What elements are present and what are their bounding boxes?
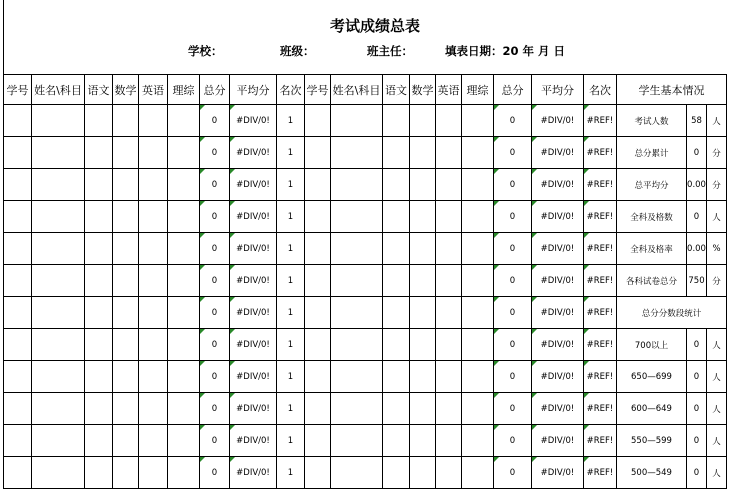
rank-cell[interactable]: #REF!	[584, 361, 617, 393]
range-value[interactable]: 0	[687, 361, 707, 393]
average-cell[interactable]: #DIV/0!	[230, 297, 277, 329]
grade-cell[interactable]	[113, 329, 139, 361]
average-cell[interactable]: #DIV/0!	[532, 425, 584, 457]
grade-cell[interactable]	[383, 169, 410, 201]
grade-cell[interactable]	[436, 201, 462, 233]
grade-cell[interactable]	[4, 393, 32, 425]
column-header[interactable]: 名次	[277, 75, 305, 105]
total-cell[interactable]: 0	[200, 457, 230, 489]
range-label[interactable]: 600—649	[617, 393, 687, 425]
grade-cell[interactable]	[168, 265, 200, 297]
grade-cell[interactable]	[305, 457, 331, 489]
grade-cell[interactable]	[436, 457, 462, 489]
average-cell[interactable]: #DIV/0!	[532, 329, 584, 361]
rank-cell[interactable]: 1	[277, 169, 305, 201]
grade-cell[interactable]	[383, 329, 410, 361]
grade-cell[interactable]	[383, 361, 410, 393]
grade-cell[interactable]	[462, 169, 494, 201]
stat-label[interactable]: 全科及格率	[617, 233, 687, 265]
stat-unit[interactable]: 人	[707, 105, 727, 137]
rank-cell[interactable]: 1	[277, 329, 305, 361]
grade-cell[interactable]	[32, 105, 85, 137]
table-row	[4, 457, 727, 489]
grade-cell[interactable]	[462, 201, 494, 233]
column-header[interactable]: 理综	[168, 75, 200, 105]
range-unit[interactable]: 人	[707, 329, 727, 361]
stat-unit[interactable]: %	[707, 233, 727, 265]
column-header[interactable]: 总分	[200, 75, 230, 105]
column-header[interactable]: 名次	[584, 75, 617, 105]
grade-cell[interactable]	[4, 105, 32, 137]
grade-cell[interactable]	[331, 393, 383, 425]
total-cell[interactable]: 0	[200, 393, 230, 425]
grade-cell[interactable]	[113, 393, 139, 425]
grade-cell[interactable]	[383, 297, 410, 329]
grade-cell[interactable]	[331, 329, 383, 361]
grade-cell[interactable]	[168, 105, 200, 137]
grade-cell[interactable]	[113, 105, 139, 137]
rank-cell[interactable]: 1	[277, 425, 305, 457]
grade-cell[interactable]	[113, 425, 139, 457]
grade-cell[interactable]	[85, 233, 113, 265]
total-cell[interactable]: 0	[200, 105, 230, 137]
grade-cell[interactable]	[168, 457, 200, 489]
rank-cell[interactable]: #REF!	[584, 137, 617, 169]
stat-value[interactable]: 0.00	[687, 233, 707, 265]
total-cell[interactable]: 0	[494, 201, 532, 233]
average-cell[interactable]: #DIV/0!	[532, 233, 584, 265]
grade-cell[interactable]	[85, 425, 113, 457]
stat-unit[interactable]: 人	[707, 201, 727, 233]
grade-cell[interactable]	[331, 265, 383, 297]
average-cell[interactable]: #DIV/0!	[230, 457, 277, 489]
rank-cell[interactable]: #REF!	[584, 233, 617, 265]
grade-cell[interactable]	[32, 329, 85, 361]
grade-cell[interactable]	[436, 393, 462, 425]
grade-cell[interactable]	[32, 137, 85, 169]
table-row	[4, 425, 727, 457]
range-label[interactable]: 650—699	[617, 361, 687, 393]
grade-cell[interactable]	[462, 361, 494, 393]
grade-cell[interactable]	[305, 361, 331, 393]
rank-cell[interactable]: #REF!	[584, 265, 617, 297]
grade-cell[interactable]	[4, 329, 32, 361]
grade-cell[interactable]	[462, 457, 494, 489]
average-cell[interactable]: #DIV/0!	[230, 105, 277, 137]
grade-cell[interactable]	[462, 233, 494, 265]
grade-cell[interactable]	[168, 361, 200, 393]
grade-cell[interactable]	[305, 169, 331, 201]
total-cell[interactable]: 0	[200, 297, 230, 329]
grade-cell[interactable]	[168, 233, 200, 265]
stat-unit[interactable]: 分	[707, 137, 727, 169]
total-cell[interactable]: 0	[494, 393, 532, 425]
grade-cell[interactable]	[436, 137, 462, 169]
column-header[interactable]: 语文	[85, 75, 113, 105]
range-unit[interactable]: 人	[707, 393, 727, 425]
teacher-label: 班主任：	[367, 44, 413, 58]
grade-cell[interactable]	[139, 137, 168, 169]
grade-cell[interactable]	[113, 201, 139, 233]
grade-cell[interactable]	[139, 233, 168, 265]
total-cell[interactable]: 0	[200, 361, 230, 393]
grade-cell[interactable]	[436, 105, 462, 137]
grade-cell[interactable]	[168, 393, 200, 425]
table-row	[4, 329, 727, 361]
grade-cell[interactable]	[410, 393, 436, 425]
grade-cell[interactable]	[305, 137, 331, 169]
total-cell[interactable]: 0	[200, 201, 230, 233]
column-header[interactable]: 平均分	[532, 75, 584, 105]
grade-cell[interactable]	[383, 457, 410, 489]
grade-cell[interactable]	[410, 201, 436, 233]
grade-cell[interactable]	[383, 201, 410, 233]
total-cell[interactable]: 0	[494, 265, 532, 297]
grade-cell[interactable]	[4, 233, 32, 265]
grade-cell[interactable]	[85, 201, 113, 233]
grade-cell[interactable]	[85, 329, 113, 361]
sheet-title: 考试成绩总表	[329, 17, 420, 35]
grade-cell[interactable]	[462, 329, 494, 361]
grade-cell[interactable]	[462, 137, 494, 169]
average-cell[interactable]: #DIV/0!	[230, 329, 277, 361]
total-cell[interactable]: 0	[494, 233, 532, 265]
grade-cell[interactable]	[4, 137, 32, 169]
grade-cell[interactable]	[139, 361, 168, 393]
grade-cell[interactable]	[383, 233, 410, 265]
grade-cell[interactable]	[85, 265, 113, 297]
average-cell[interactable]: #DIV/0!	[230, 265, 277, 297]
total-cell[interactable]: 0	[200, 265, 230, 297]
header-row	[4, 75, 727, 105]
average-cell[interactable]: #DIV/0!	[532, 457, 584, 489]
grade-cell[interactable]	[410, 105, 436, 137]
table-row	[4, 393, 727, 425]
distribution-header[interactable]: 总分分数段统计	[617, 297, 727, 329]
range-unit[interactable]: 人	[707, 457, 727, 489]
range-label[interactable]: 500—549	[617, 457, 687, 489]
rank-cell[interactable]: 1	[277, 361, 305, 393]
average-cell[interactable]: #DIV/0!	[532, 393, 584, 425]
grade-cell[interactable]	[139, 425, 168, 457]
table-row	[4, 361, 727, 393]
grade-cell[interactable]	[85, 169, 113, 201]
grade-cell[interactable]	[462, 265, 494, 297]
total-cell[interactable]: 0	[494, 297, 532, 329]
grade-cell[interactable]	[410, 233, 436, 265]
grade-cell[interactable]	[462, 297, 494, 329]
column-header[interactable]: 总分	[494, 75, 532, 105]
grade-cell[interactable]	[113, 361, 139, 393]
grade-cell[interactable]	[85, 105, 113, 137]
total-cell[interactable]: 0	[494, 361, 532, 393]
table-row	[4, 265, 727, 297]
total-cell[interactable]: 0	[494, 457, 532, 489]
rank-cell[interactable]: #REF!	[584, 457, 617, 489]
rank-cell[interactable]: #REF!	[584, 201, 617, 233]
grade-cell[interactable]	[113, 233, 139, 265]
grade-cell[interactable]	[32, 169, 85, 201]
table-row	[4, 233, 727, 265]
column-header[interactable]: 姓名\科目	[32, 75, 85, 105]
grade-cell[interactable]	[462, 425, 494, 457]
grade-cell[interactable]	[4, 265, 32, 297]
stat-value[interactable]: 0	[687, 201, 707, 233]
grade-cell[interactable]	[139, 457, 168, 489]
grade-cell[interactable]	[436, 297, 462, 329]
rank-cell[interactable]: #REF!	[584, 329, 617, 361]
grade-cell[interactable]	[139, 201, 168, 233]
grade-cell[interactable]	[383, 105, 410, 137]
average-cell[interactable]: #DIV/0!	[532, 169, 584, 201]
table-row	[4, 297, 727, 329]
rank-cell[interactable]: 1	[277, 105, 305, 137]
grade-cell[interactable]	[32, 265, 85, 297]
range-value[interactable]: 0	[687, 329, 707, 361]
rank-cell[interactable]: 1	[277, 137, 305, 169]
range-unit[interactable]: 人	[707, 425, 727, 457]
range-unit[interactable]: 人	[707, 361, 727, 393]
table-row	[4, 105, 727, 137]
grade-cell[interactable]	[436, 169, 462, 201]
grade-cell[interactable]	[305, 233, 331, 265]
range-label[interactable]: 700以上	[617, 329, 687, 361]
grade-cell[interactable]	[305, 425, 331, 457]
grade-cell[interactable]	[410, 169, 436, 201]
column-header[interactable]: 英语	[139, 75, 168, 105]
grade-cell[interactable]	[113, 457, 139, 489]
grade-cell[interactable]	[436, 233, 462, 265]
grade-cell[interactable]	[305, 393, 331, 425]
sheet-left-border	[3, 0, 4, 74]
class-label: 班级：	[280, 44, 315, 58]
grade-cell[interactable]	[32, 361, 85, 393]
total-cell[interactable]: 0	[200, 425, 230, 457]
column-header[interactable]: 学号	[305, 75, 331, 105]
column-header[interactable]: 语文	[383, 75, 410, 105]
table-row	[4, 201, 727, 233]
grade-cell[interactable]	[331, 233, 383, 265]
average-cell[interactable]: #DIV/0!	[230, 393, 277, 425]
average-cell[interactable]: #DIV/0!	[532, 137, 584, 169]
total-cell[interactable]: 0	[494, 137, 532, 169]
stat-label[interactable]: 考试人数	[617, 105, 687, 137]
stat-label[interactable]: 全科及格数	[617, 201, 687, 233]
grade-cell[interactable]	[32, 233, 85, 265]
rank-cell[interactable]: 1	[277, 201, 305, 233]
grade-cell[interactable]	[331, 169, 383, 201]
grade-cell[interactable]	[4, 425, 32, 457]
grade-cell[interactable]	[113, 265, 139, 297]
grade-cell[interactable]	[305, 201, 331, 233]
total-cell[interactable]: 0	[494, 329, 532, 361]
total-cell[interactable]: 0	[200, 233, 230, 265]
grade-cell[interactable]	[168, 425, 200, 457]
grade-cell[interactable]	[383, 137, 410, 169]
grade-cell[interactable]	[331, 425, 383, 457]
grade-cell[interactable]	[331, 297, 383, 329]
average-cell[interactable]: #DIV/0!	[230, 425, 277, 457]
column-header[interactable]: 数学	[113, 75, 139, 105]
average-cell[interactable]: #DIV/0!	[532, 265, 584, 297]
table-row	[4, 137, 727, 169]
grade-cell[interactable]	[436, 361, 462, 393]
grade-cell[interactable]	[462, 105, 494, 137]
column-header[interactable]: 英语	[436, 75, 462, 105]
grade-cell[interactable]	[410, 361, 436, 393]
rank-cell[interactable]: 1	[277, 393, 305, 425]
average-cell[interactable]: #DIV/0!	[230, 233, 277, 265]
total-cell[interactable]: 0	[200, 169, 230, 201]
range-value[interactable]: 0	[687, 393, 707, 425]
grade-cell[interactable]	[331, 201, 383, 233]
grade-cell[interactable]	[168, 297, 200, 329]
grade-cell[interactable]	[4, 201, 32, 233]
stat-label[interactable]: 总分累计	[617, 137, 687, 169]
grade-cell[interactable]	[4, 361, 32, 393]
grade-cell[interactable]	[305, 329, 331, 361]
stat-unit[interactable]: 分	[707, 265, 727, 297]
stat-value[interactable]: 750	[687, 265, 707, 297]
stat-value[interactable]: 0.00	[687, 169, 707, 201]
column-header[interactable]: 平均分	[230, 75, 277, 105]
grade-cell[interactable]	[462, 393, 494, 425]
range-value[interactable]: 0	[687, 457, 707, 489]
rank-cell[interactable]: 1	[277, 297, 305, 329]
average-cell[interactable]: #DIV/0!	[532, 297, 584, 329]
average-cell[interactable]: #DIV/0!	[230, 201, 277, 233]
grade-cell[interactable]	[410, 329, 436, 361]
total-cell[interactable]: 0	[200, 137, 230, 169]
grade-cell[interactable]	[139, 169, 168, 201]
rank-cell[interactable]: #REF!	[584, 169, 617, 201]
grade-cell[interactable]	[410, 297, 436, 329]
rank-cell[interactable]: 1	[277, 233, 305, 265]
stat-value[interactable]: 0	[687, 137, 707, 169]
grade-cell[interactable]	[113, 297, 139, 329]
grade-cell[interactable]	[410, 137, 436, 169]
column-header[interactable]: 理综	[462, 75, 494, 105]
grade-cell[interactable]	[436, 265, 462, 297]
rank-cell[interactable]: 1	[277, 265, 305, 297]
grade-cell[interactable]	[331, 457, 383, 489]
average-cell[interactable]: #DIV/0!	[532, 105, 584, 137]
grade-cell[interactable]	[4, 297, 32, 329]
grade-cell[interactable]	[139, 297, 168, 329]
total-cell[interactable]: 0	[494, 169, 532, 201]
grade-cell[interactable]	[85, 361, 113, 393]
total-cell[interactable]: 0	[200, 329, 230, 361]
grade-cell[interactable]	[305, 265, 331, 297]
total-cell[interactable]: 0	[494, 105, 532, 137]
grade-cell[interactable]	[4, 169, 32, 201]
stat-value[interactable]: 58	[687, 105, 707, 137]
grade-cell[interactable]	[85, 137, 113, 169]
grade-cell[interactable]	[305, 297, 331, 329]
average-cell[interactable]: #DIV/0!	[532, 361, 584, 393]
grade-cell[interactable]	[383, 393, 410, 425]
grade-cell[interactable]	[305, 105, 331, 137]
range-value[interactable]: 0	[687, 425, 707, 457]
grade-cell[interactable]	[113, 137, 139, 169]
range-label[interactable]: 550—599	[617, 425, 687, 457]
grade-cell[interactable]	[436, 329, 462, 361]
grade-cell[interactable]	[168, 201, 200, 233]
total-cell[interactable]: 0	[494, 425, 532, 457]
grade-cell[interactable]	[113, 169, 139, 201]
average-cell[interactable]: #DIV/0!	[230, 137, 277, 169]
grade-cell[interactable]	[383, 425, 410, 457]
average-cell[interactable]: #DIV/0!	[230, 361, 277, 393]
grade-cell[interactable]	[410, 457, 436, 489]
rank-cell[interactable]: #REF!	[584, 105, 617, 137]
grade-cell[interactable]	[4, 457, 32, 489]
column-header[interactable]: 姓名\科目	[331, 75, 383, 105]
rank-cell[interactable]: #REF!	[584, 297, 617, 329]
column-header[interactable]: 学号	[4, 75, 32, 105]
grade-cell[interactable]	[410, 425, 436, 457]
grade-cell[interactable]	[331, 105, 383, 137]
grade-cell[interactable]	[139, 393, 168, 425]
table-row	[4, 169, 727, 201]
grade-cell[interactable]	[436, 425, 462, 457]
grade-cell[interactable]	[168, 329, 200, 361]
stat-label[interactable]: 各科试卷总分	[617, 265, 687, 297]
grade-cell[interactable]	[32, 297, 85, 329]
grade-cell[interactable]	[32, 457, 85, 489]
average-cell[interactable]: #DIV/0!	[230, 169, 277, 201]
rank-cell[interactable]: #REF!	[584, 393, 617, 425]
school-label: 学校：	[188, 44, 223, 58]
grade-cell[interactable]	[139, 105, 168, 137]
grade-cell[interactable]	[85, 393, 113, 425]
stat-unit[interactable]: 分	[707, 169, 727, 201]
rank-cell[interactable]: 1	[277, 457, 305, 489]
grade-cell[interactable]	[410, 265, 436, 297]
rank-cell[interactable]: #REF!	[584, 425, 617, 457]
grade-cell[interactable]	[168, 169, 200, 201]
date-label: 填表日期：20 年 月 日	[445, 44, 566, 58]
average-cell[interactable]: #DIV/0!	[532, 201, 584, 233]
grade-cell[interactable]	[32, 393, 85, 425]
grade-cell[interactable]	[168, 137, 200, 169]
grade-cell[interactable]	[32, 201, 85, 233]
stat-label[interactable]: 总平均分	[617, 169, 687, 201]
grade-cell[interactable]	[85, 457, 113, 489]
column-header[interactable]: 数学	[410, 75, 436, 105]
grade-cell[interactable]	[139, 265, 168, 297]
grade-cell[interactable]	[32, 425, 85, 457]
grade-cell[interactable]	[383, 265, 410, 297]
grade-cell[interactable]	[85, 297, 113, 329]
summary-header[interactable]: 学生基本情况	[617, 75, 727, 105]
score-table	[3, 74, 727, 489]
grade-cell[interactable]	[139, 329, 168, 361]
grade-cell[interactable]	[331, 137, 383, 169]
grade-cell[interactable]	[331, 361, 383, 393]
